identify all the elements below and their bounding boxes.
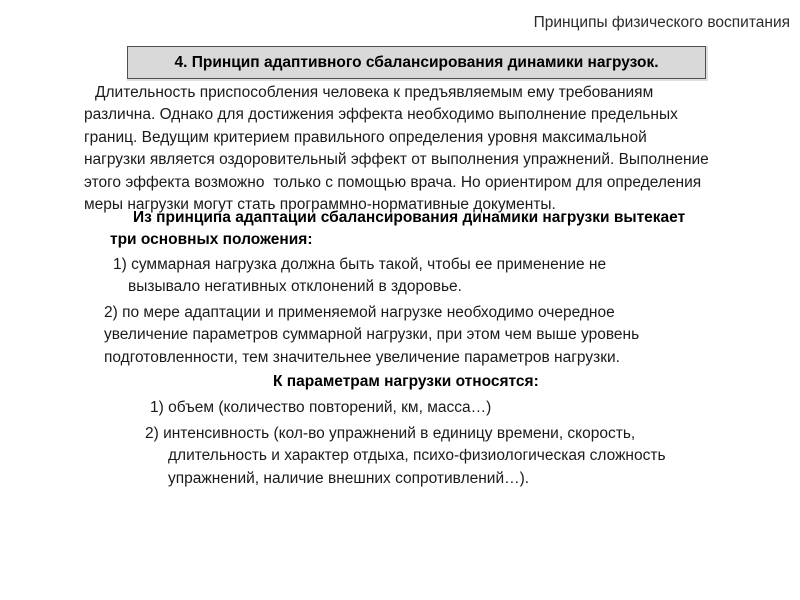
list-item-1 bbox=[113, 254, 606, 299]
paragraph-adaptation bbox=[84, 82, 709, 216]
text-line: нагрузки является оздоровительный эффект от выполнения упражнений. Выполнение bbox=[84, 151, 709, 169]
text-line: 1) суммарная нагрузка должна быть такой, чтобы ее применение не bbox=[113, 256, 607, 273]
slide-header: Принципы физического воспитания bbox=[533, 14, 790, 31]
text-line: упражнений, наличие внешних сопротивлений…). bbox=[168, 469, 530, 487]
text-line: три основных положения: bbox=[110, 231, 313, 249]
text-line: 1) объем (количество повторений, км, масса…) bbox=[150, 399, 492, 416]
title-box bbox=[127, 46, 706, 79]
heading-three-positions bbox=[110, 207, 685, 252]
text-line: меры нагрузки могут стать программно-нормативные документы. bbox=[84, 196, 556, 214]
text-line: подготовленности, тем значительнее увеличение параметров нагрузки. bbox=[104, 348, 620, 366]
heading-load-parameters bbox=[273, 371, 539, 393]
parameter-item-2 bbox=[145, 423, 666, 490]
text-line: Длительность приспособления человека к предъявляемым ему требованиям bbox=[95, 84, 654, 101]
text-line: Из принципа адаптации сбалансирования динамики нагрузки вытекает bbox=[133, 209, 686, 226]
list-item-2 bbox=[104, 302, 639, 369]
text-line: 2) интенсивность (кол-во упражнений в единицу времени, скорость, bbox=[145, 425, 636, 442]
text-line: длительность и характер отдыха, психо-физиологическая сложность bbox=[168, 447, 666, 465]
parameter-item-1 bbox=[150, 397, 491, 419]
text-line: К параметрам нагрузки относятся: bbox=[273, 373, 539, 390]
text-line: 2) по мере адаптации и применяемой нагрузке необходимо очередное bbox=[104, 304, 615, 321]
text-line: различна. Однако для достижения эффекта необходимо выполнение предельных bbox=[84, 106, 678, 124]
text-line: границ. Ведущим критерием правильного определения уровня максимальной bbox=[84, 128, 647, 146]
page-title: 4. Принцип адаптивного сбалансирования динамики нагрузок. bbox=[174, 53, 659, 71]
text-line: вызывало негативных отклонений в здоровье. bbox=[128, 278, 462, 296]
text-line: увеличение параметров суммарной нагрузки, при этом чем выше уровень bbox=[104, 326, 640, 344]
text-line: этого эффекта возможно только с помощью врача. Но ориентиром для определения bbox=[84, 173, 702, 191]
